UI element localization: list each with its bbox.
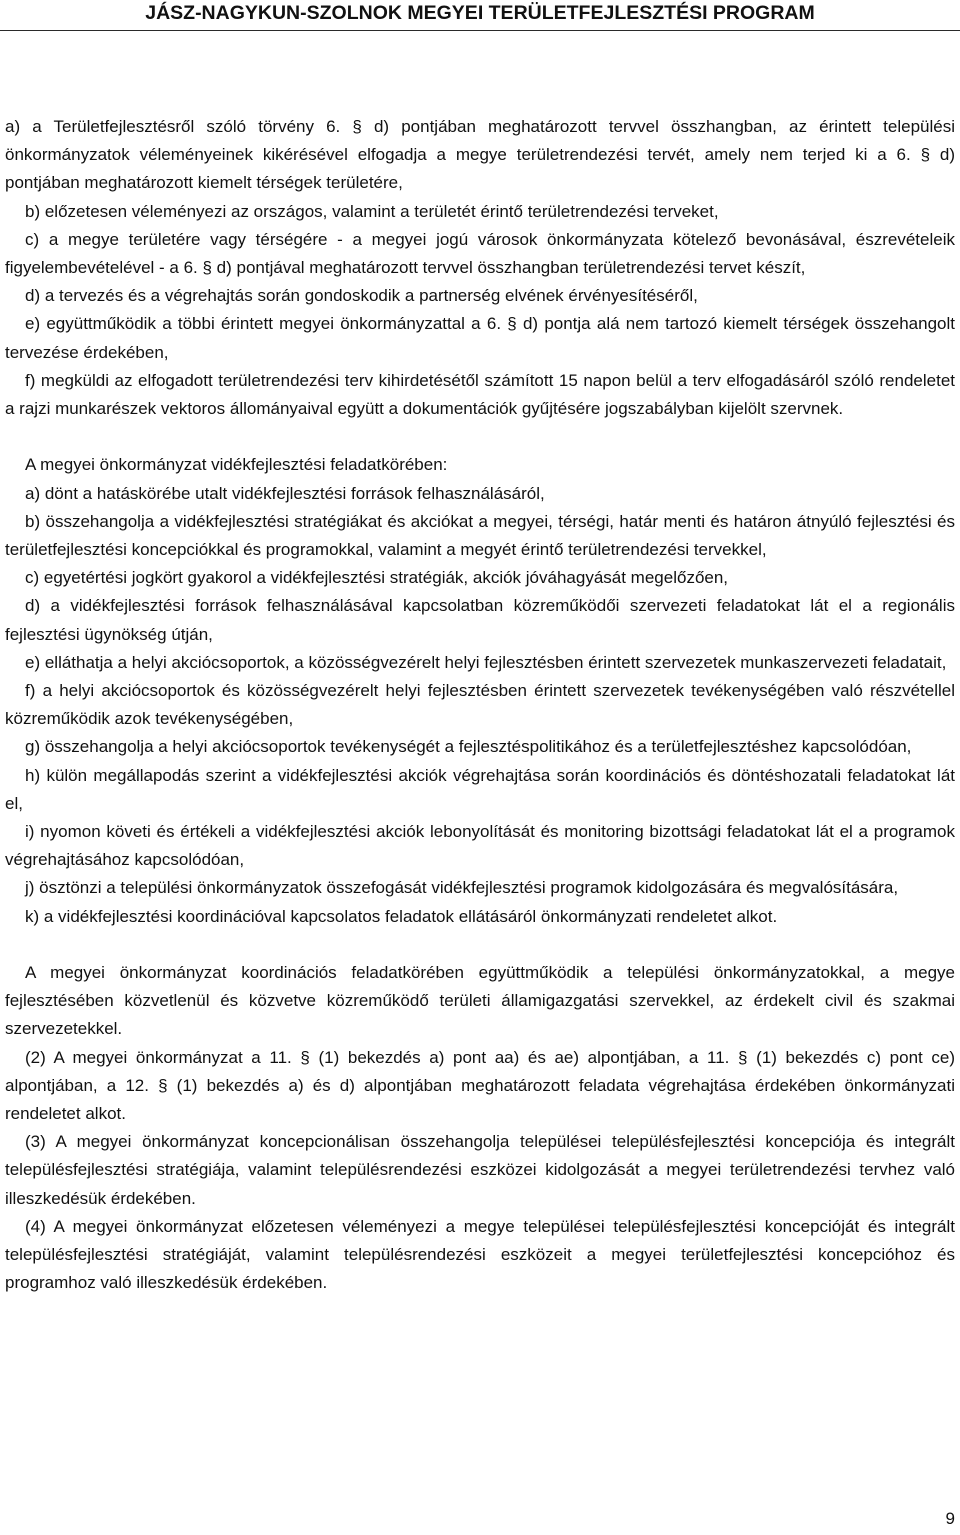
rural-item-g: g) összehangolja a helyi akciócsoportok tevékenységét a fejlesztéspolitikához és a területfejlesztéshez kapcsolódóan, bbox=[25, 737, 912, 757]
paragraph-4: (4) A megyei önkormányzat előzetesen véleményezi a megye települései településfejlesztési koncepcióját és integrált településfejlesztési stratégiáját, valamint településrendezési eszközeit a megyei területfejlesztési koncepcióhoz és programhoz való illeszkedésük érdekében. bbox=[5, 1216, 955, 1293]
rural-item-e: e) elláthatja a helyi akciócsoportok, a közösségvezérelt helyi fejlesztésben érintett szervezetek munkaszervezeti feladatait, bbox=[25, 652, 947, 672]
rural-item-k: k) a vidékfejlesztési koordinációval kapcsolatos feladatok ellátásáról önkormányzati rendeletet alkot. bbox=[25, 906, 778, 926]
rural-item-c: c) egyetértési jogkört gyakorol a vidékfejlesztési stratégiák, akciók jóváhagyását megelőzően, bbox=[25, 568, 729, 588]
rural-item-d: d) a vidékfejlesztési források felhasználásával kapcsolatban közreműködői szervezeti feladatokat lát el a regionális fejlesztési ügynökség útján, bbox=[5, 596, 955, 644]
rural-item-i: i) nyomon követi és értékeli a vidékfejlesztési akciók lebonyolítását és monitoring bizottsági feladatokat lát el a programok végrehajtásához kapcsolódóan, bbox=[5, 822, 955, 870]
paragraph-f-send-plan: f) megküldi az elfogadott területrendezési terv kihirdetésétől számított 15 napon belül a terv elfogadásáról szóló rendeletet a rajzi munkarészek vektoros állományaival együtt a dokumentációk gyűjtésére jogszabályban kijelölt szervnek. bbox=[5, 370, 955, 419]
paragraph-c-prepare-plan: c) a megye területére vagy térségére - a megyei jogú városok önkormányzata kötelező bevonásával, észrevételeik figyelembevételével - a 6. § d) pontjával meghatározott tervvel összhangban területrendezési tervet készít, bbox=[5, 229, 955, 278]
rural-item-h: h) külön megállapodás szerint a vidékfejlesztési akciók végrehajtása során koordinációs és döntéshozatali feladatokat lát el, bbox=[5, 765, 955, 813]
document-title: JÁSZ-NAGYKUN-SZOLNOK MEGYEI TERÜLETFEJLESZTÉSI PROGRAM bbox=[145, 2, 815, 24]
paragraph-b-review-plans: b) előzetesen véleményezi az országos, valamint a területét érintő területrendezési terveket, bbox=[25, 201, 719, 221]
rural-item-b: b) összehangolja a vidékfejlesztési stratégiákat és akciókat a megyei, térségi, határ menti és határon átnyúló fejlesztési és területfejlesztési koncepciókkal és programokkal, valamint a megyét érintő területrendezési tervekkel, bbox=[5, 511, 955, 560]
rural-item-f: f) a helyi akciócsoportok és közösségvezérelt helyi fejlesztésben érintett szervezetek tevékenységében való részvétellel közreműködik azok tevékenységében, bbox=[5, 681, 955, 729]
rural-item-j: j) ösztönzi a települési önkormányzatok összefogását vidékfejlesztési programok kidolgozására és megvalósítására, bbox=[25, 878, 899, 898]
document-body bbox=[5, 113, 955, 1298]
rural-item-a: a) dönt a hatáskörébe utalt vidékfejlesztési források felhasználásáról, bbox=[25, 483, 545, 503]
page-number: 9 bbox=[945, 1509, 955, 1528]
paragraph-e-cooperation: e) együttműködik a többi érintett megyei önkormányzattal a 6. § d) pontja alá nem tartozó kiemelt térségek összehangolt tervezése érdekében, bbox=[5, 314, 955, 362]
paragraph-a-territorial-plan: a) a Területfejlesztésről szóló törvény 6. § d) pontjában meghatározott tervvel összhangban, az érintett települési önkormányzatok véleményeinek kikérésével elfogadja a megye területrendezési tervét, amely nem terjed ki a 6. § d) pontjában meghatározott kiemelt térségek területére, bbox=[5, 117, 955, 193]
paragraph-2: (2) A megyei önkormányzat a 11. § (1) bekezdés a) pont aa) és ae) alpontjában, a 11. § (1) bekezdés c) pont ce) alpontjában, a 12. § (1) bekezdés a) és d) alpontjában meghatározott feladata végrehajtása érdekében önkormányzati rendeletet alkot. bbox=[5, 1047, 955, 1124]
paragraph-coordination: A megyei önkormányzat koordinációs feladatkörében együttműködik a települési önkormányzatokkal, a megye fejlesztésében közvetlenül és közvetve közreműködő területi államigazgatási szervekkel, az érdekelt civil és szakmai szervezetekkel. bbox=[5, 963, 955, 1039]
paragraph-3: (3) A megyei önkormányzat koncepcionálisan összehangolja települései településfejlesztési koncepciója és integrált településfejlesztési stratégiája, valamint településrendezési eszközei kidolgozását a megyei területrendezési tervhez való illeszkedésük érdekében. bbox=[5, 1132, 955, 1208]
page-header bbox=[0, 0, 960, 31]
section-heading-rural-development: A megyei önkormányzat vidékfejlesztési feladatkörében: bbox=[25, 455, 448, 475]
paragraph-d-partnership: d) a tervezés és a végrehajtás során gondoskodik a partnerség elvének érvényesítéséről, bbox=[25, 286, 698, 306]
